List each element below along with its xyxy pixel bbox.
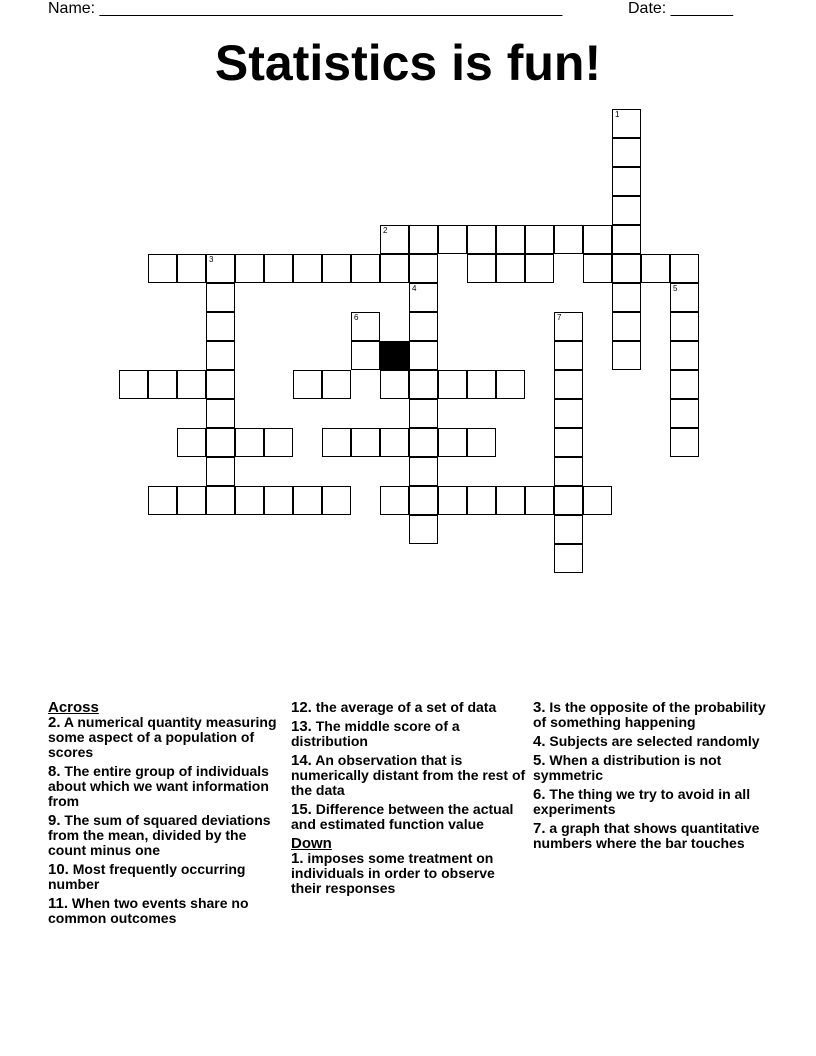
crossword-cell[interactable] bbox=[612, 312, 641, 341]
crossword-cell[interactable] bbox=[670, 428, 699, 457]
crossword-cell[interactable] bbox=[554, 428, 583, 457]
crossword-cell[interactable] bbox=[496, 370, 525, 399]
crossword-cell[interactable] bbox=[438, 225, 467, 254]
clue-number: 3 bbox=[209, 255, 214, 264]
crossword-cell[interactable] bbox=[409, 399, 438, 428]
clue-down-7: 7. a graph that shows quantitative numbers where the bar touches bbox=[533, 820, 760, 851]
crossword-cell[interactable] bbox=[554, 457, 583, 486]
crossword-cell[interactable] bbox=[670, 370, 699, 399]
crossword-cell[interactable] bbox=[409, 457, 438, 486]
name-label: Name: ____________________________________________________ bbox=[48, 0, 563, 17]
clue-across-15: 15. Difference between the actual and estimated function value bbox=[291, 801, 514, 832]
crossword-cell[interactable] bbox=[670, 399, 699, 428]
crossword-cell[interactable] bbox=[380, 428, 409, 457]
clue-down-4: 4. Subjects are selected randomly bbox=[533, 733, 760, 750]
crossword-cell[interactable] bbox=[148, 486, 177, 515]
clue-across-9: 9. The sum of squared deviations from the mean, divided by the count minus one bbox=[48, 812, 271, 858]
crossword-cell[interactable] bbox=[351, 428, 380, 457]
crossword-cell[interactable] bbox=[554, 399, 583, 428]
crossword-cell[interactable] bbox=[670, 312, 699, 341]
crossword-cell[interactable] bbox=[467, 486, 496, 515]
crossword-cell[interactable] bbox=[119, 370, 148, 399]
crossword-cell[interactable] bbox=[641, 254, 670, 283]
crossword-cell[interactable] bbox=[148, 254, 177, 283]
crossword-cell[interactable] bbox=[206, 486, 235, 515]
crossword-cell[interactable] bbox=[206, 399, 235, 428]
crossword-cell[interactable] bbox=[206, 341, 235, 370]
crossword-cell[interactable] bbox=[525, 486, 554, 515]
crossword-cell[interactable] bbox=[322, 370, 351, 399]
clue-down-5: 5. When a distribution is not symmetric bbox=[533, 752, 722, 783]
clue-column-2 bbox=[291, 700, 527, 900]
clue-across-10: 10. Most frequently occurring number bbox=[48, 861, 246, 892]
crossword-cell[interactable] bbox=[206, 370, 235, 399]
crossword-cell[interactable] bbox=[467, 428, 496, 457]
crossword-cell[interactable] bbox=[583, 225, 612, 254]
crossword-cell[interactable] bbox=[235, 428, 264, 457]
across-heading: Across bbox=[48, 699, 99, 716]
crossword-cell[interactable] bbox=[496, 254, 525, 283]
crossword-cell[interactable] bbox=[438, 486, 467, 515]
crossword-cell[interactable] bbox=[264, 254, 293, 283]
clue-number: 6 bbox=[354, 313, 359, 322]
crossword-cell[interactable] bbox=[293, 486, 322, 515]
crossword-cell[interactable] bbox=[206, 428, 235, 457]
crossword-cell[interactable] bbox=[293, 254, 322, 283]
black-cell bbox=[380, 341, 409, 370]
crossword-cell[interactable] bbox=[554, 225, 583, 254]
crossword-cell[interactable] bbox=[293, 370, 322, 399]
crossword-cell[interactable] bbox=[467, 254, 496, 283]
crossword-cell[interactable] bbox=[554, 515, 583, 544]
crossword-cell[interactable] bbox=[583, 254, 612, 283]
crossword-cell[interactable] bbox=[670, 254, 699, 283]
crossword-cell[interactable] bbox=[380, 370, 409, 399]
clue-across-8: 8. The entire group of individuals about which we want information from bbox=[48, 763, 269, 809]
crossword-cell[interactable] bbox=[409, 486, 438, 515]
crossword-cell[interactable] bbox=[612, 109, 641, 138]
down-heading: Down bbox=[291, 835, 332, 852]
crossword-cell[interactable] bbox=[264, 428, 293, 457]
clue-down-3: 3. Is the opposite of the probability of something happening bbox=[533, 699, 766, 730]
crossword-cell[interactable] bbox=[525, 225, 554, 254]
crossword-cell[interactable] bbox=[670, 283, 699, 312]
crossword-cell[interactable] bbox=[351, 341, 380, 370]
crossword-cell[interactable] bbox=[264, 486, 293, 515]
crossword-cell[interactable] bbox=[409, 428, 438, 457]
crossword-cell[interactable] bbox=[409, 254, 438, 283]
clue-down-1: 1. imposes some treatment on individuals in order to observe their responses bbox=[291, 850, 495, 896]
crossword-cell[interactable] bbox=[206, 254, 235, 283]
clue-across-14: 14. An observation that is numerically distant from the rest of the data bbox=[291, 752, 526, 798]
crossword-cell[interactable] bbox=[177, 486, 206, 515]
crossword-cell[interactable] bbox=[409, 225, 438, 254]
clue-number: 5 bbox=[673, 284, 678, 293]
crossword-cell[interactable] bbox=[322, 428, 351, 457]
crossword-cell[interactable] bbox=[554, 312, 583, 341]
crossword-cell[interactable] bbox=[438, 370, 467, 399]
crossword-cell[interactable] bbox=[206, 312, 235, 341]
crossword-cell[interactable] bbox=[554, 341, 583, 370]
clue-across-13: 13. The middle score of a distribution bbox=[291, 718, 460, 749]
crossword-cell[interactable] bbox=[496, 486, 525, 515]
crossword-cell[interactable] bbox=[177, 370, 206, 399]
date-label: Date: _______ bbox=[628, 0, 733, 17]
crossword-cell[interactable] bbox=[612, 283, 641, 312]
crossword-cell[interactable] bbox=[235, 254, 264, 283]
crossword-cell[interactable] bbox=[554, 486, 583, 515]
clue-number: 1 bbox=[615, 110, 620, 119]
crossword-cell[interactable] bbox=[612, 225, 641, 254]
crossword-cell[interactable] bbox=[351, 312, 380, 341]
crossword-cell[interactable] bbox=[554, 370, 583, 399]
clue-number: 7 bbox=[557, 313, 562, 322]
clue-across-2: 2. A numerical quantity measuring some aspect of a population of scores bbox=[48, 714, 277, 760]
crossword-cell[interactable] bbox=[612, 254, 641, 283]
crossword-cell[interactable] bbox=[612, 138, 641, 167]
crossword-cell[interactable] bbox=[380, 225, 409, 254]
clue-down-6: 6. The thing we try to avoid in all experiments bbox=[533, 786, 751, 817]
crossword-cell[interactable] bbox=[177, 254, 206, 283]
crossword-cell[interactable] bbox=[206, 457, 235, 486]
crossword-cell[interactable] bbox=[380, 486, 409, 515]
crossword-cell[interactable] bbox=[612, 196, 641, 225]
clue-number: 2 bbox=[383, 226, 388, 235]
crossword-cell[interactable] bbox=[467, 370, 496, 399]
crossword-cell[interactable] bbox=[438, 428, 467, 457]
clue-column-1 bbox=[48, 700, 284, 930]
crossword-cell[interactable] bbox=[554, 544, 583, 573]
crossword-cell[interactable] bbox=[525, 254, 554, 283]
crossword-cell[interactable] bbox=[409, 283, 438, 312]
page-title: Statistics is fun! bbox=[214, 35, 602, 91]
clue-column-3 bbox=[533, 700, 773, 855]
crossword-cell[interactable] bbox=[409, 341, 438, 370]
clue-across-11: 11. When two events share no common outcomes bbox=[48, 895, 249, 926]
crossword-cell[interactable] bbox=[583, 486, 612, 515]
crossword-cell[interactable] bbox=[612, 167, 641, 196]
crossword-cell[interactable] bbox=[612, 341, 641, 370]
crossword-cell[interactable] bbox=[351, 254, 380, 283]
crossword-cell[interactable] bbox=[409, 312, 438, 341]
crossword-cell[interactable] bbox=[409, 370, 438, 399]
crossword-cell[interactable] bbox=[322, 486, 351, 515]
crossword-cell[interactable] bbox=[496, 225, 525, 254]
clue-number: 4 bbox=[412, 284, 417, 293]
crossword-cell[interactable] bbox=[206, 283, 235, 312]
crossword-cell[interactable] bbox=[670, 341, 699, 370]
crossword-cell[interactable] bbox=[467, 225, 496, 254]
crossword-cell[interactable] bbox=[177, 428, 206, 457]
crossword-cell[interactable] bbox=[148, 370, 177, 399]
clue-across-12: 12. the average of a set of data bbox=[291, 699, 497, 716]
crossword-cell[interactable] bbox=[322, 254, 351, 283]
crossword-cell[interactable] bbox=[235, 486, 264, 515]
crossword-cell[interactable] bbox=[380, 254, 409, 283]
crossword-cell[interactable] bbox=[409, 515, 438, 544]
